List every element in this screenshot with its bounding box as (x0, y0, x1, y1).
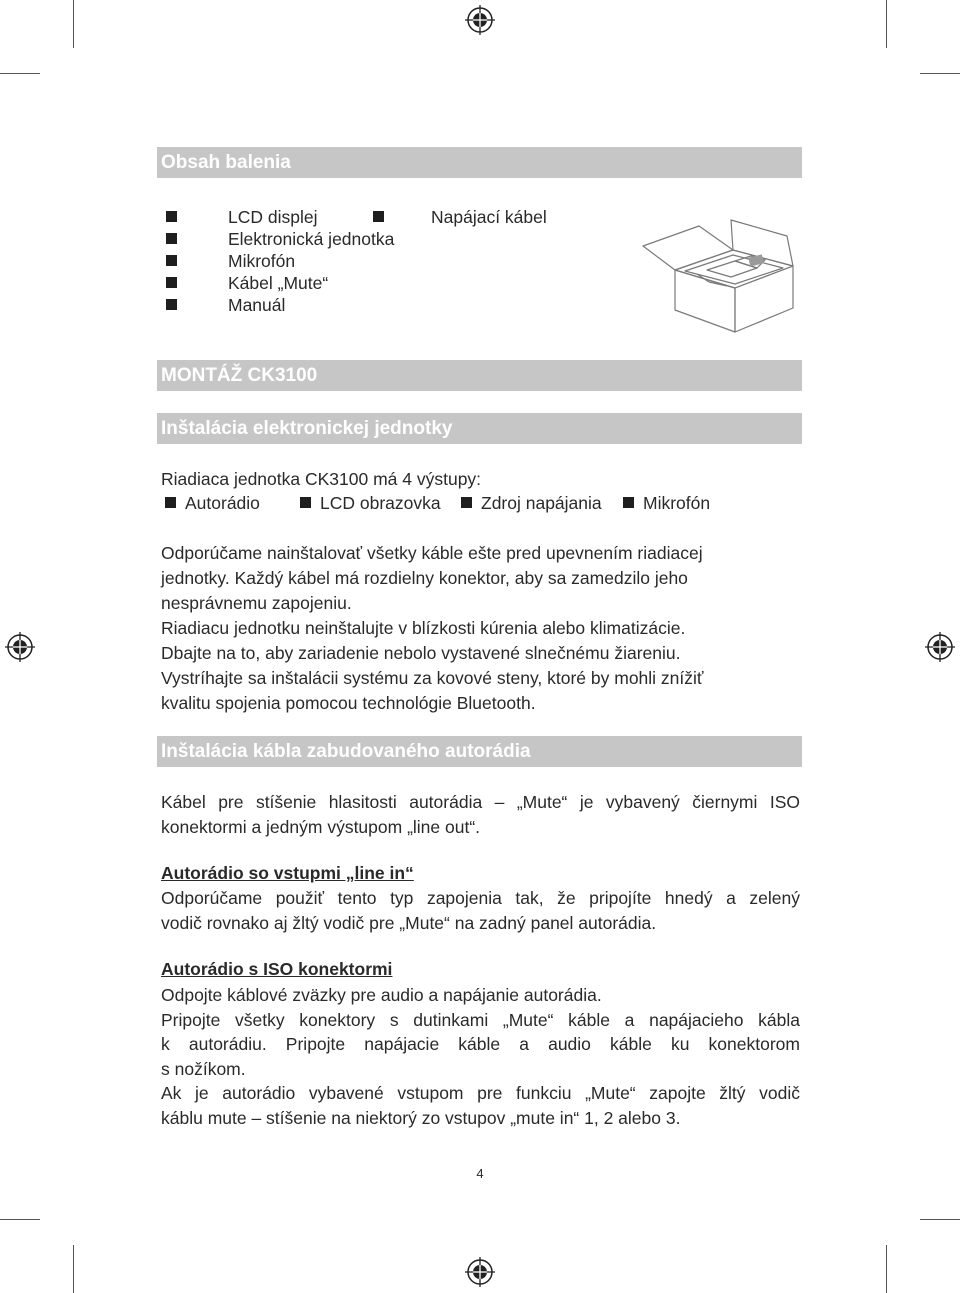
output-item: Zdroj napájania (481, 493, 602, 513)
text-line: Odpojte káblové zväzky pre audio a napájanie autorádia. (161, 985, 602, 1005)
text-line: Ak je autorádio vybavené vstupom pre funkciu „Mute“ zapojte žltý vodič (161, 1083, 800, 1103)
package-item-label: Mikrofón (228, 251, 296, 271)
package-contents-heading: Obsah balenia (157, 147, 802, 178)
crop-mark-bottom-left-h (0, 1219, 40, 1220)
black-square-bullet-icon (300, 497, 311, 508)
text-line: s nožíkom. (161, 1058, 246, 1079)
text-line: Odporúčame použiť tento typ zapojenia tak, že pripojíte hnedý a zelený (161, 888, 800, 908)
package-item (166, 294, 177, 316)
crop-mark-top-left-h (0, 73, 40, 74)
text-line: Pripojte všetky konektory s dutinkami „Mute“ káble a napájacieho kábla (161, 1009, 800, 1030)
text-line: jednotky. Každý kábel má rozdielny konektor, aby sa zamedzilo jeho (161, 568, 688, 588)
install-cable-intro (161, 790, 800, 839)
black-square-bullet-icon (166, 211, 177, 222)
package-item (166, 206, 177, 228)
iso-paragraph (161, 983, 800, 1130)
package-item-label: Manuál (228, 295, 286, 315)
crop-mark-bottom-right (886, 1245, 887, 1293)
package-item-label: Kábel „Mute“ (228, 273, 329, 293)
install-cable-heading: Inštalácia kábla zabudovaného autorádia (157, 736, 802, 767)
output-item: Mikrofón (643, 493, 711, 513)
output-item: LCD obrazovka (320, 493, 441, 513)
registration-mark-icon (464, 1256, 496, 1288)
black-square-bullet-icon (373, 211, 384, 222)
black-square-bullet-icon (166, 255, 177, 266)
package-item (166, 272, 177, 294)
crop-mark-top-right-h (920, 73, 960, 74)
package-item-label: Napájací kábel (431, 207, 547, 227)
text-line: k autorádiu. Pripojte napájacie káble a audio káble ku konektorom (161, 1034, 800, 1054)
crop-mark-bottom-right-h (920, 1219, 960, 1220)
text-line: vodič rovnako aj žltý vodič pre „Mute“ na zadný panel autorádia. (161, 912, 657, 933)
text-line: Vystríhajte sa inštalácii systému za kovové steny, ktoré by mohli znížiť (161, 668, 704, 688)
install-unit-intro: Riadiaca jednotka CK3100 má 4 výstupy: (161, 469, 482, 489)
package-box-icon (635, 200, 805, 345)
crop-mark-top-left (73, 0, 74, 48)
line-in-paragraph (161, 886, 800, 935)
registration-mark-icon (924, 631, 956, 663)
text-line: Dbajte na to, aby zariadenie nebolo vystavené slnečnému žiareniu. (161, 643, 681, 663)
crop-mark-bottom-left (73, 1245, 74, 1293)
package-item (166, 250, 177, 272)
line-in-heading: Autorádio so vstupmi „line in“ (161, 863, 414, 883)
package-item (373, 206, 384, 228)
text-line: Odporúčame nainštalovať všetky káble ešte pred upevnením riadiacej (161, 543, 703, 563)
package-item-label: LCD displej (228, 207, 318, 227)
black-square-bullet-icon (623, 497, 634, 508)
black-square-bullet-icon (166, 277, 177, 288)
text-line: Riadiacu jednotku neinštalujte v blízkosti kúrenia alebo klimatizácie. (161, 618, 686, 638)
registration-mark-icon (464, 4, 496, 36)
install-unit-heading: Inštalácia elektronickej jednotky (157, 413, 802, 444)
text-line: kvalitu spojenia pomocou technológie Bluetooth. (161, 693, 536, 713)
black-square-bullet-icon (166, 299, 177, 310)
output-item: Autorádio (185, 493, 260, 513)
text-line: káblu mute – stíšenie na niektorý zo vstupov „mute in“ 1, 2 alebo 3. (161, 1107, 681, 1128)
text-line: konektormi a jedným výstupom „line out“. (161, 816, 481, 837)
black-square-bullet-icon (165, 497, 176, 508)
registration-mark-icon (4, 631, 36, 663)
package-item-label: Elektronická jednotka (228, 229, 395, 249)
text-line: Kábel pre stíšenie hlasitosti autorádia – „Mute“ je vybavený čiernymi ISO (161, 792, 800, 812)
black-square-bullet-icon (461, 497, 472, 508)
page-number: 4 (476, 1166, 484, 1181)
iso-heading: Autorádio s ISO konektormi (161, 959, 393, 979)
assembly-heading: MONTÁŽ CK3100 (157, 360, 802, 391)
package-item (166, 228, 177, 250)
text-line: nesprávnemu zapojeniu. (161, 593, 352, 613)
black-square-bullet-icon (166, 233, 177, 244)
crop-mark-top-right (886, 0, 887, 48)
install-unit-paragraph (161, 541, 703, 716)
